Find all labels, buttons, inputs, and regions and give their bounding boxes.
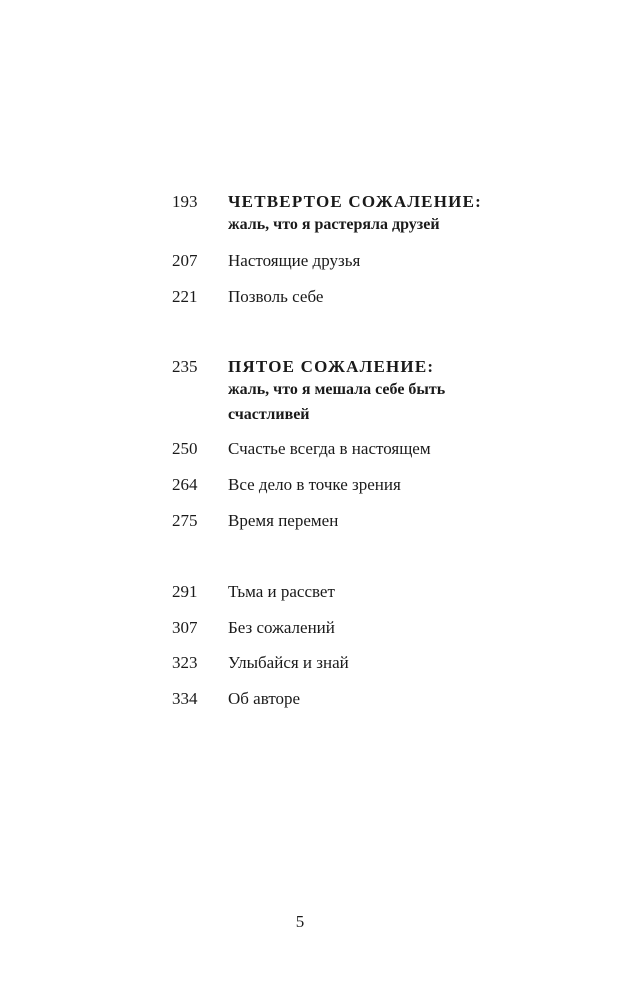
section-heading: ПЯТОЕ СОЖАЛЕНИЕ: (228, 357, 435, 376)
toc-page-number: 264 (172, 475, 198, 494)
toc-page-number: 334 (172, 689, 198, 708)
toc-page-number: 291 (172, 582, 198, 601)
toc-entry-title: Все дело в точке зрения (228, 475, 401, 494)
toc-entry-title: Тьма и рассвет (228, 582, 335, 601)
toc-entry-title: Об авторе (228, 689, 301, 708)
toc-page-number: 250 (172, 439, 198, 458)
toc-entry-title: Улыбайся и знай (228, 653, 349, 672)
toc-section-title (228, 192, 608, 237)
toc-page-number: 193 (172, 192, 198, 211)
toc-section-title (228, 357, 608, 427)
section-subtitle-line: счастливей (228, 406, 310, 423)
toc-entry-title: Настоящие друзья (228, 251, 361, 270)
toc-entry-title: Счастье всегда в настоящем (228, 439, 431, 458)
page-number: 5 (295, 912, 305, 931)
toc-entry-title: Время перемен (228, 511, 339, 530)
section-subtitle-line: жаль, что я мешала себе быть (228, 381, 446, 398)
toc-page-number: 221 (172, 287, 198, 306)
toc-page-number: 323 (172, 653, 198, 672)
section-subtitle-line: жаль, что я растеряла друзей (228, 216, 440, 233)
toc-page-number: 235 (172, 357, 198, 376)
toc-page-number: 207 (172, 251, 198, 270)
section-heading: ЧЕТВЕРТОЕ СОЖАЛЕНИЕ: (228, 192, 482, 211)
toc-entry-title: Позволь себе (228, 287, 324, 306)
toc-entry-title: Без сожалений (228, 618, 335, 637)
toc-page-number: 275 (172, 511, 198, 530)
toc-page-number: 307 (172, 618, 198, 637)
